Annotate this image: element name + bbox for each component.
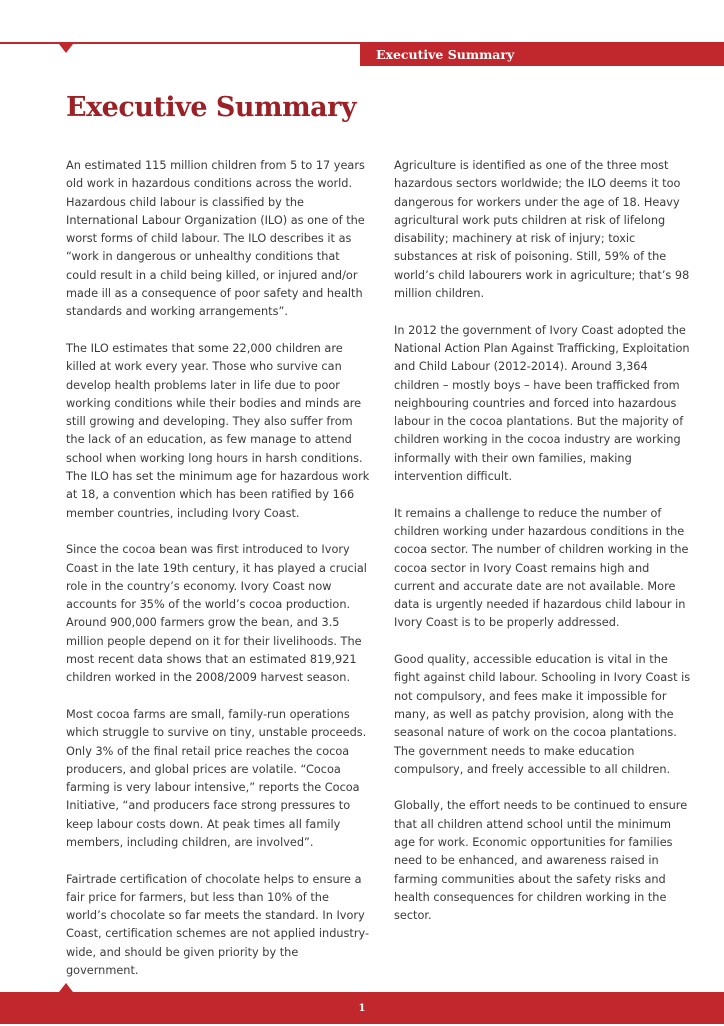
section-header-tab: Executive Summary xyxy=(360,44,724,66)
paragraph: Agriculture is identified as one of the three most hazardous sectors worldwide; the ILO deems it too dangerous for workers under the age of 18. Heavy agricultural work puts children at risk of lifelong disability; machinery at risk of injury; toxic substances at risk of poisoning. Still, 59% of the world’s child labourers work in agriculture; that’s 98 million children. xyxy=(394,159,690,301)
left-column xyxy=(66,157,372,999)
header-marker xyxy=(59,44,73,53)
paragraph: Fairtrade certification of chocolate helps to ensure a fair price for farmers, but less than 10% of the world’s chocolate so far meets the standard. In Ivory Coast, certification schemes are not applied industry-wide, and should be given priority by the government. xyxy=(66,872,370,978)
paragraph: Globally, the effort needs to be continued to ensure that all children attend school until the minimum age for work. Economic opportunities for families need to be enhanced, and awareness raised in farming communities about the safety risks and health consequences for children working in the sector. xyxy=(394,799,688,923)
paragraph: Since the cocoa bean was first introduced to Ivory Coast in the late 19th century, it has played a crucial role in the country’s economy. Ivory Coast now accounts for 35% of the world’s cocoa production. Around 900,000 farmers grow the bean, and 3.5 million people depend on it for their livelihoods. The most recent data shows that an estimated 819,921 children worked in the 2008/2009 harvest season. xyxy=(66,543,367,685)
page-number: 1 xyxy=(358,1003,366,1014)
paragraph: In 2012 the government of Ivory Coast adopted the National Action Plan Against Trafficking, Exploitation and Child Labour (2012-2014). Around 3,364 children – mostly boys – have been trafficked from neighbouring countries and forced into hazardous labour in the cocoa plantations. But the majority of children working in the cocoa industry are working informally with their own families, making intervention difficult. xyxy=(394,323,690,484)
right-column xyxy=(394,157,692,944)
paragraph: Good quality, accessible education is vital in the fight against child labour. Schooling in Ivory Coast is not compulsory, and fees make it impossible for many, as well as patchy provision, along with the seasonal nature of work on the cocoa plantations. The government needs to make education compulsory, and freely accessible to all children. xyxy=(394,653,691,776)
footer-marker xyxy=(59,983,73,992)
page-title: Executive Summary xyxy=(66,92,357,123)
paragraph: The ILO estimates that some 22,000 children are killed at work every year. Those who survive can develop health problems later in life due to poor working conditions while their bodies and minds are still growing and developing. They also suffer from the lack of an education, as few manage to attend school when working long hours in harsh conditions. The ILO has set the minimum age for hazardous work at 18, a convention which has been ratified by 166 member countries, including Ivory Coast. xyxy=(66,341,370,520)
paragraph: Most cocoa farms are small, family-run operations which struggle to survive on tiny, unstable proceeds. Only 3% of the final retail price reaches the cocoa producers, and global prices are volatile. “Cocoa farming is very labour intensive,” reports the Cocoa Initiative, “and producers face strong pressures to keep labour costs down. At peak times all family members, including children, are involved”. xyxy=(66,707,367,849)
paragraph: It remains a challenge to reduce the number of children working under hazardous conditions in the cocoa sector. The number of children working in the cocoa sector in Ivory Coast remains high and current and accurate date are not available. More data is urgently needed if hazardous child labour in Ivory Coast is to be properly addressed. xyxy=(394,506,689,630)
paragraph: An estimated 115 million children from 5 to 17 years old work in hazardous conditions across the world. Hazardous child labour is classified by the International Labour Organization (ILO) as one of the worst forms of child labour. The ILO describes it as “work in dangerous or unhealthy conditions that could result in a child being killed, or injured and/or made ill as a consequence of poor safety and health standards and working arrangements”. xyxy=(66,159,365,319)
